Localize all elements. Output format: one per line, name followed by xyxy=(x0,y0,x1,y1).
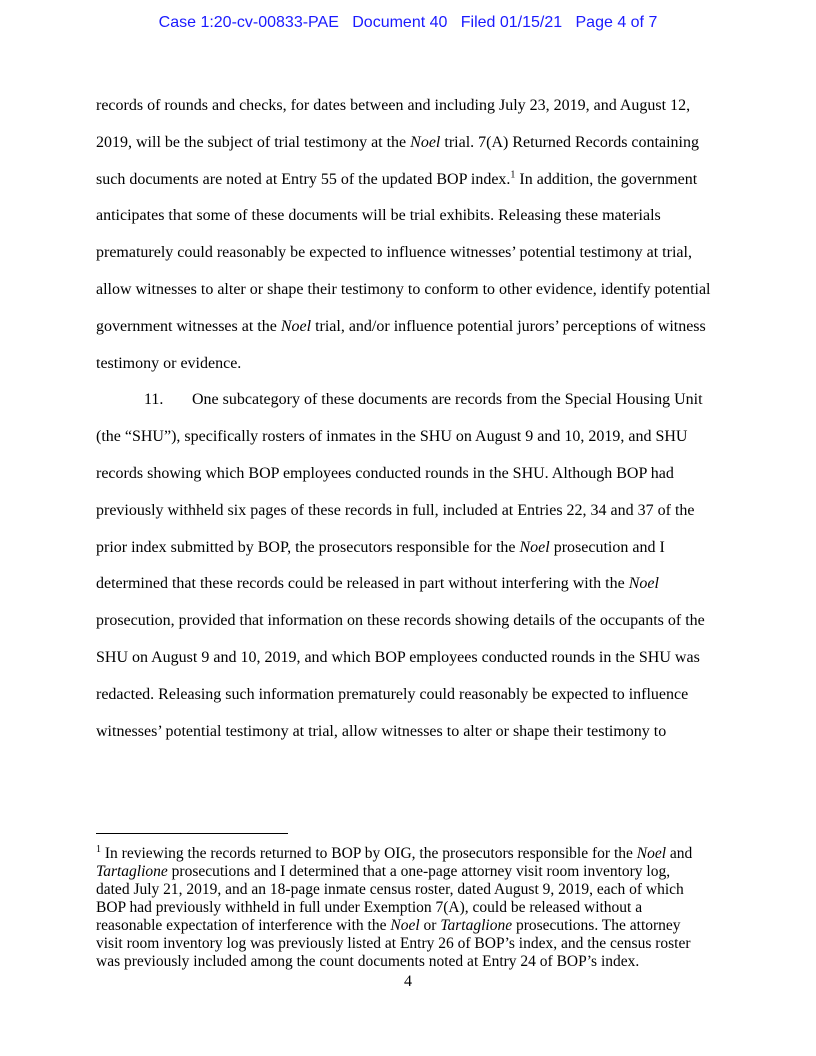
footnote-line: reasonable expectation of interference with the Noel or Tartaglione prosecutions. The attorney xyxy=(96,917,681,934)
page-number: 4 xyxy=(404,973,412,990)
body-line: government witnesses at the Noel trial, and/or influence potential jurors’ perceptions of witness xyxy=(96,318,706,335)
page-indicator: Page 4 of 7 xyxy=(575,14,658,31)
body-line: anticipates that some of these documents will be trial exhibits. Releasing these materials xyxy=(96,207,661,224)
body-line: determined that these records could be released in part without interfering with the Noel xyxy=(96,575,659,592)
body-line: previously withheld six pages of these records in full, included at Entries 22, 34 and 37 of the xyxy=(96,502,695,519)
body-line: records of rounds and checks, for dates between and including July 23, 2019, and August 12, xyxy=(96,97,691,114)
body-line: allow witnesses to alter or shape their testimony to conform to other evidence, identify potential xyxy=(96,281,711,298)
footnote-line: dated July 21, 2019, and an 18-page inmate census roster, dated August 9, 2019, each of which xyxy=(96,881,684,898)
document-number: Document 40 xyxy=(352,14,448,31)
body-line: 2019, will be the subject of trial testimony at the Noel trial. 7(A) Returned Records containing xyxy=(96,134,699,151)
footnote-line: $^1$ In reviewing the records returned to BOP by OIG, the prosecutors responsible for the Noel and xyxy=(96,843,693,862)
footnote-ref[interactable]: 1 xyxy=(510,169,516,181)
body-line: redacted. Releasing such information prematurely could reasonably be expected to influence xyxy=(96,686,689,703)
body-line: records showing which BOP employees conducted rounds in the SHU. Although BOP had xyxy=(96,465,674,482)
body-line: testimony or evidence. xyxy=(96,355,242,372)
footnote-marker: 1 xyxy=(96,843,101,855)
footnote-line: was previously included among the count documents noted at Entry 24 of BOP’s index. xyxy=(96,953,640,970)
body-line: prior index submitted by BOP, the prosecutors responsible for the Noel prosecution and I xyxy=(96,539,665,556)
body-line: prematurely could reasonably be expected to influence witnesses’ potential testimony at trial, xyxy=(96,244,692,261)
ecf-header xyxy=(0,14,816,32)
body-line: SHU on August 9 and 10, 2019, and which BOP employees conducted rounds in the SHU was xyxy=(96,649,700,666)
body-line: witnesses’ potential testimony at trial, allow witnesses to alter or shape their testimony to xyxy=(96,723,667,740)
filed-date: Filed 01/15/21 xyxy=(460,14,563,31)
body-line: prosecution, provided that information on these records showing details of the occupants of the xyxy=(96,612,705,629)
footnote-separator xyxy=(96,833,288,834)
footnote-line: visit room inventory log was previously listed at Entry 26 of BOP’s index, and the census roster xyxy=(96,935,691,952)
paragraph-number: 11. xyxy=(144,391,164,408)
case-number: Case 1:20-cv-00833-PAE xyxy=(158,14,339,31)
footnote-line: BOP had previously withheld in full under Exemption 7(A), could be released without a xyxy=(96,899,643,916)
footnote-line: Tartaglione prosecutions and I determined that a one-page attorney visit room inventory log, xyxy=(96,863,671,880)
paragraph-start: 11. One subcategory of these documents are records from the Special Housing Unit xyxy=(144,391,703,408)
body-line: such documents are noted at Entry 55 of the updated BOP index.$^1$ In addition, the government xyxy=(96,169,698,188)
body-line: (the “SHU”), specifically rosters of inmates in the SHU on August 9 and 10, 2019, and SHU xyxy=(96,428,688,445)
